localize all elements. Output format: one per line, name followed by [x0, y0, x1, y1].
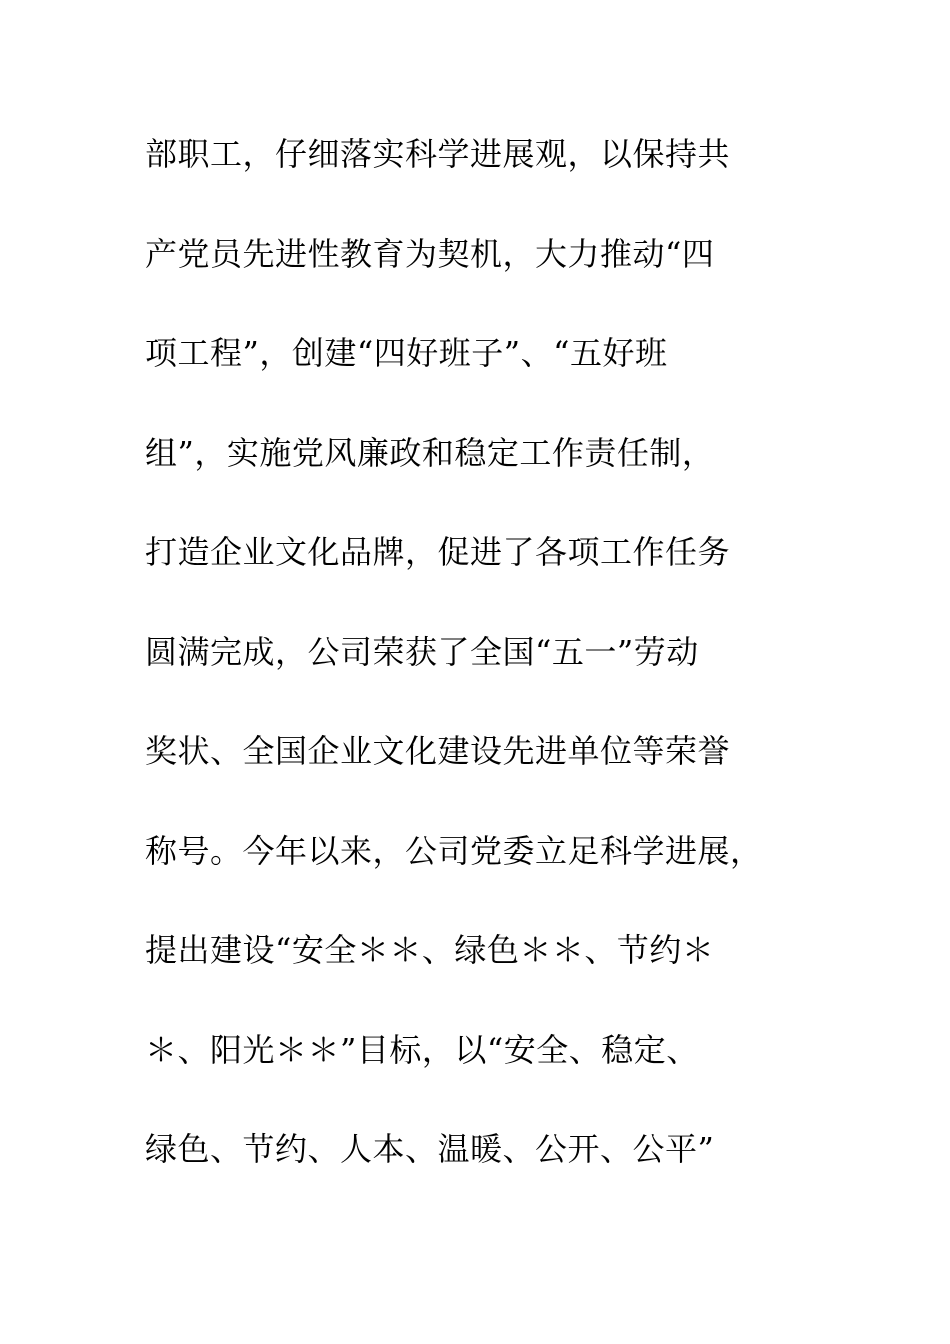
text-line-1: 部职工，仔细落实科学进展观，以保持共 — [145, 135, 731, 173]
body-paragraph — [145, 126, 825, 1221]
text-line-10: ＊、阳光＊＊”目标，以“安全、稳定、 — [145, 1030, 699, 1069]
text-line-5: 打造企业文化品牌，促进了各项工作任务 — [145, 533, 731, 571]
text-line-3: 项工程”，创建“四好班子”、“五好班 — [145, 334, 668, 372]
text-line-4: 组”，实施党风廉政和稳定工作责任制， — [145, 433, 715, 472]
text-line-6: 圆满完成，公司荣获了全国“五一”劳动 — [145, 632, 699, 671]
text-line-8: 称号。今年以来，公司党委立足科学进展， — [145, 831, 763, 870]
text-line-9: 提出建设“安全＊＊、绿色＊＊、节约＊ — [145, 931, 715, 969]
text-line-2: 产党员先进性教育为契机，大力推动“四 — [145, 234, 715, 273]
text-line-7: 奖状、全国企业文化建设先进单位等荣誉 — [145, 732, 731, 770]
text-line-11: 绿色、节约、人本、温暖、公开、公平” — [145, 1130, 715, 1168]
